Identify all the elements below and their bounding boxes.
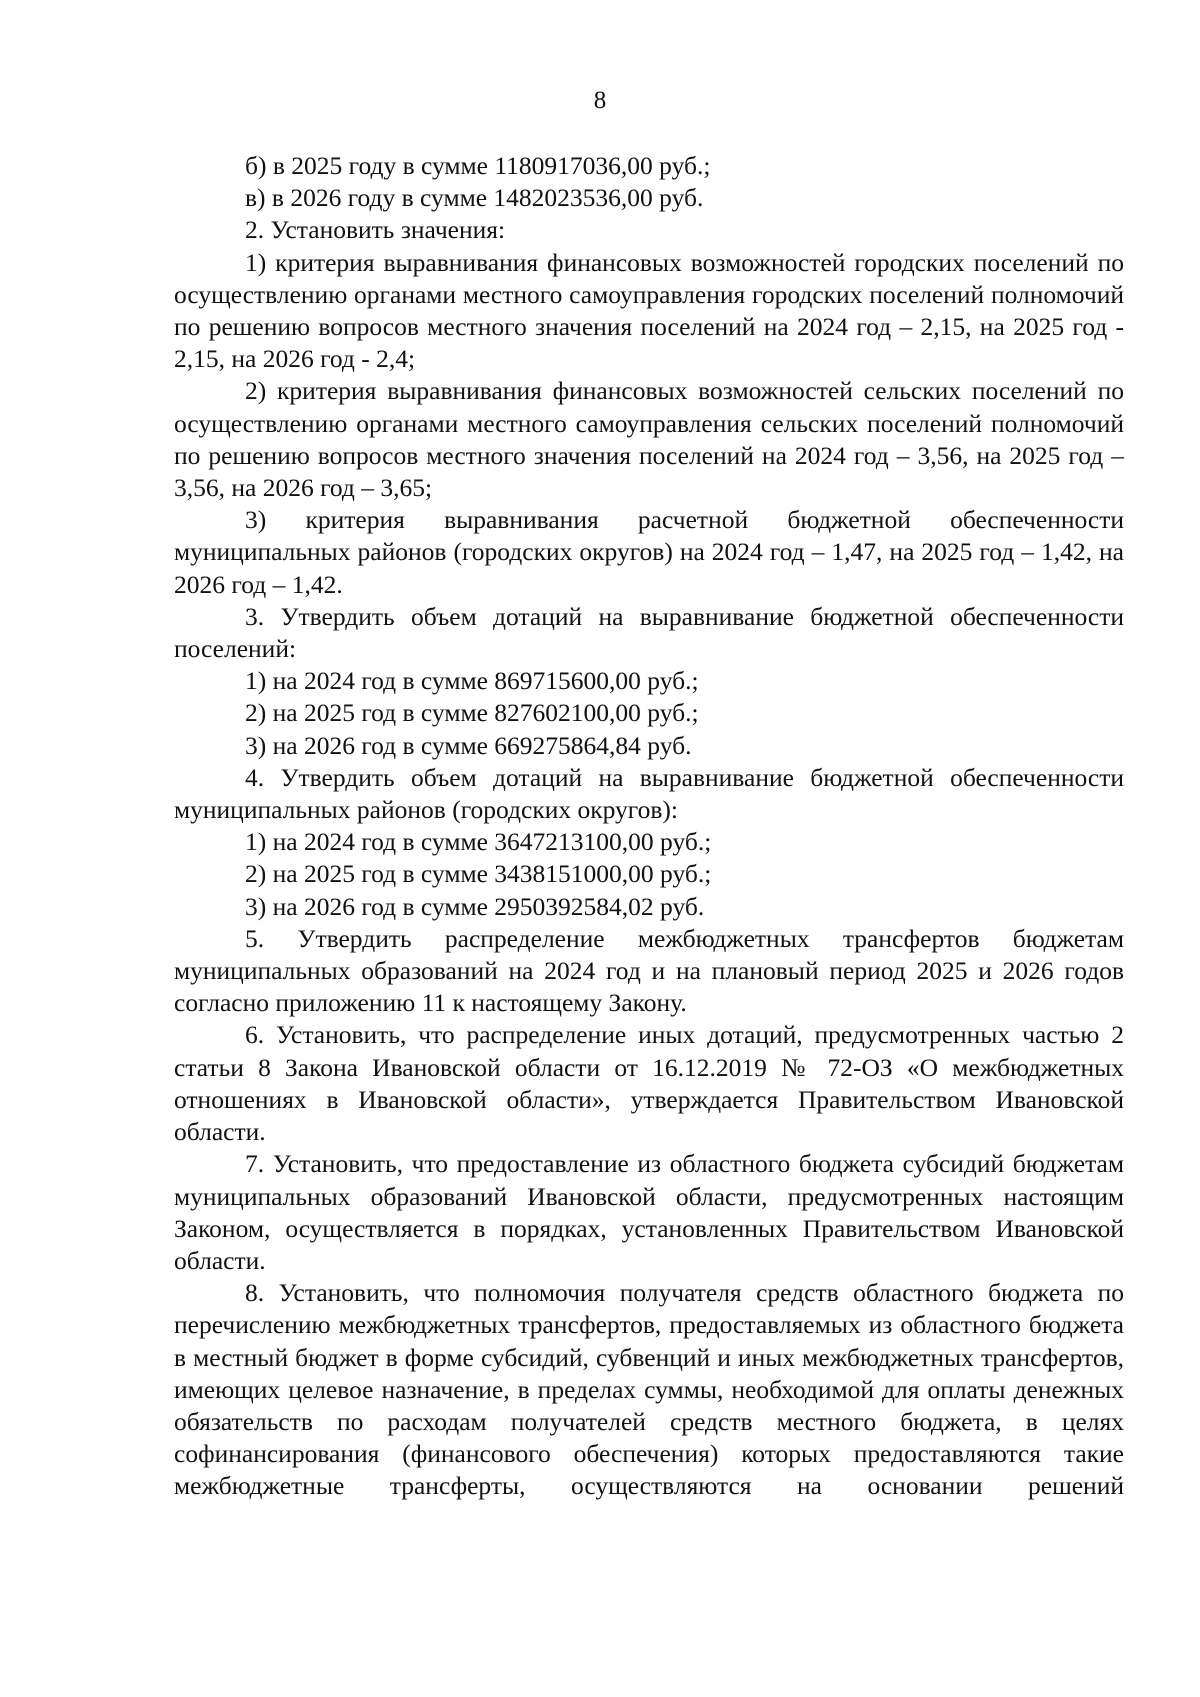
paragraph-section-4-2024: 1) на 2024 год в сумме 3647213100,00 руб.; — [245, 827, 712, 857]
paragraph-section-5: 5. Утвердить распределение межбюджетных трансфертов бюджетам муниципальных образований на 2024 год и на плановый период 2025 и 2026 годов согласно приложению 11 к настоящему Закону. — [174, 923, 1124, 1018]
paragraph-criterion-districts: 3) критерия выравнивания расчетной бюджетной обеспеченности муниципальных районов (городских округов) на 2024 год – 1,47, на 2025 год – 1,42, на 2026 год – 1,42. — [174, 505, 1124, 599]
paragraph-section-2: 2. Установить значения: — [245, 215, 506, 245]
paragraph-section-4: 4. Утвердить объем дотаций на выравнивание бюджетной обеспеченности муниципальных районов (городских округов): — [174, 762, 1124, 825]
document-body — [174, 150, 1124, 1503]
paragraph-section-3-2025: 2) на 2025 год в сумме 827602100,00 руб.; — [245, 698, 699, 728]
paragraph-criterion-urban: 1) критерия выравнивания финансовых возможностей городских поселений по осуществлению органами местного самоуправления городских поселений полномочий по решению вопросов местного значения поселений на 2024 год – 2,15, на 2025 год - 2,15, на 2026 год - 2,4; — [174, 247, 1124, 374]
page-number: 8 — [593, 87, 607, 114]
paragraph-item-b-2025: б) в 2025 году в сумме 1180917036,00 руб.; — [245, 151, 711, 180]
paragraph-section-3-2024: 1) на 2024 год в сумме 869715600,00 руб.; — [245, 666, 699, 696]
paragraph-section-3-2026: 3) на 2026 год в сумме 669275864,84 руб. — [245, 730, 692, 760]
paragraph-section-4-2025: 2) на 2025 год в сумме 3438151000,00 руб.; — [245, 859, 712, 889]
paragraph-criterion-rural: 2) критерия выравнивания финансовых возможностей сельских поселений по осуществлению органами местного самоуправления сельских поселений полномочий по решению вопросов местного значения поселений на 2024 год – 3,56, на 2025 год – 3,56, на 2026 год – 3,65; — [174, 376, 1124, 503]
paragraph-section-7: 7. Установить, что предоставление из областного бюджета субсидий бюджетам муниципальных образований Ивановской области, предусмотренных настоящим Законом, осуществляется в порядках, установленных Правительством Ивановской области. — [174, 1149, 1124, 1275]
paragraph-section-6: 6. Установить, что распределение иных дотаций, предусмотренных частью 2 статьи 8 Закона Ивановской области от 16.12.2019 № 72-ОЗ «О межбюджетных отношениях в Ивановской области», утверждается Правительством Ивановской области. — [174, 1020, 1124, 1147]
paragraph-section-4-2026: 3) на 2026 год в сумме 2950392584,02 руб. — [245, 891, 705, 921]
paragraph-section-3: 3. Утвердить объем дотаций на выравнивание бюджетной обеспеченности поселений: — [174, 601, 1124, 664]
paragraph-item-v-2026: в) в 2026 году в сумме 1482023536,00 руб. — [245, 183, 704, 213]
paragraph-section-8: 8. Установить, что полномочия получателя средств областного бюджета по перечислению межбюджетных трансфертов, предоставляемых из областного бюджета в местный бюджет в форме субсидий, субвенций и иных межбюджетных трансфертов, имеющих целевое назначение, в пределах суммы, необходимой для оплаты денежных обязательств по расходам получателей средств местного бюджета, в целях софинансирования (финансового обеспечения) которых предоставляются такие межбюджетные трансферты, осуществляются на основании решений — [174, 1278, 1124, 1501]
